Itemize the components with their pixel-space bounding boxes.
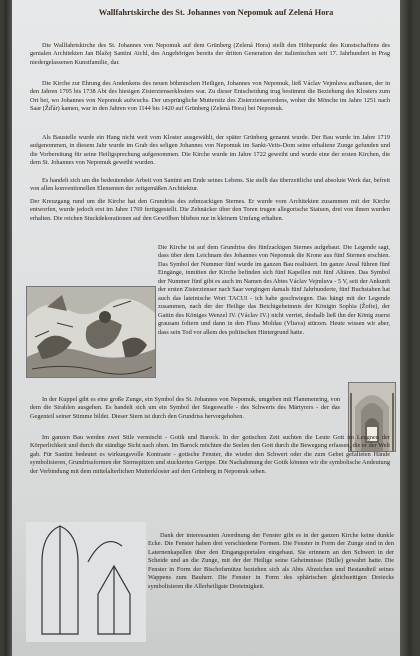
paragraph-styles: Im ganzen Bau werden zwei Stile vermischt - Gotik und Barock. In der gotischen Zeit suchten die Leute Gott im Leugnen der Körperlichkeit und durch die ständige Sicht nach oben. Im Barock möchten die Seelen den Gott durch die Bewegung erfassen, die er der Welt gab. Für Santini bedeutet es wirkungsvolle Kontraste - gotische Fenster, die wieder den Schwert oder die zum Gebet gefalteten Hände symbolisieren, Grundrissformen der Sternspitzen und stuckiertes Gerippe. Die Nachahmung der Gotik können wir die symbolische Andeutung der Verbindung mit dem mittelalterlichen Mutterkloster auf den Grünberg in Nepomuk sehen. [30,434,390,475]
paragraph-cloister: Der Kreuzgang rund um die Kirche hat den Grundriss des zehnzackigen Sternes. Er wurde vom Architekten zusammen mit der Kirche entworfen, wurde jedoch erst im Jahre 1769 fertiggestellt. Die Zehnäcker über den Toren trugen allegorische Statuen, drei von ihnen wurden erhalten. Die reichen Stuckdekorationen auf den Gewölben blieben nur in kleinem Umfang erhalten. [30,198,390,222]
paragraph-windows: Dank der interessanten Anordnung der Fenster gibt es in der ganzen Kirche keine dunkle Ecke. Die Fenster haben drei verschiedene Formen. Die Fenster in Form der Zunge sind in den Laternenkapellen über den Eingangsportalen eingebaut. Sie erinnern an den Schwert in der Scheide und an die Zunge, mit der der Heilige seine Geheimnisse (Stille) gewahrt hatte. Die Fenster in Form der Bischofsmütze beziehen sich als Abts Abzeichen und Bestandteil seines Wappens zum Bauherr. Die Fenster in Form des sphärischen gleichseitigen Dreiecks symbolisieren die Allerheiligste Dreieinigkeit. [148,532,394,590]
engraving-image [26,286,156,378]
paragraph-construction: Als Baustelle wurde ein Hang nicht weit vom Kloster ausgewählt, der später Grünberg genannt wurde. Der Bau wurde im Jahre 1719 aufgenommen, in diesem Jahr wurde im Grab des seligen Johannes von Nepomuk im Sankt-Veits-Dom seine erhaltene Zunge gefunden und die Vorbereitung für seine Heiligsprechung aufgenommen. Die Kirche wurde im Jahre 1722 geweiht und wurde eine der ersten Kirchen, die dem St. Johannes von Nepomuk geweiht wurden. [30,134,390,167]
paragraph-five-stars: Die Kirche ist auf dem Grundriss des fünfzackigen Sternes aufgebaut. Die Legende sagt, dass über dem Leichnam des Johannes von Nepomuk die Krone aus fünf Sternen erschien. Das Symbol der Nummer fünf wurde im ganzen Bau realisiert. Im ganze Areal führen fünf Eingänge, inmitten der Kirche befinden sich fünf Kapellen mit fünf Altären. Das Symbol der Nummer fünf gibt es auch im Namen des Abtes Václav Vejmluva - 5 V, seit der Ankunft der ersten Zisterzienser nach Saar vergingen damals fünf Jahrhunderte, fünf Buchstaben hat auch das lateinische Wort TACUI - ich habe geschwiegen. Das hängt mit der Legende zusammen, nach der der Heilige das Beichtgeheimnis der Königin Sophia (Žofie), der Gattin des Königes Wenzel IV. (Václav IV.) nicht verriet, deshalb ließ ihn der König zuerst grausam foltern und dann in den Fluss Moldau (Vltava) stürzen. Heute wissen wir aber, dass sein Tod vor allem des politischen Hintergrund hatte. [158,244,390,336]
paragraph-significance: Es handelt sich um die bedeutendste Arbeit von Santini am Ende seines Lebens. Sie stellt das überzeitliche und absolute Werk dar, befreit von allen konventionellen Elementen der zeitgemäßen Architektur. [30,177,390,193]
window-shapes-drawing [26,522,146,642]
page-title: Wallfahrtskirche des St. Johannes von Nepomuk auf Zelená Hora [98,8,334,17]
panel-frame-left [6,0,12,656]
paragraph-intro: Die Wallfahrtskirche des St. Johannes von Nepomuk auf dem Grünberg (Zelená Hora) stellt den Höhepunkt des Kunstschaffens des genialen Architekten Jan Blažej Santini Aichl, des Angehörigen bereits der dritten Generation der italienischen seit 17. Jahrhundert in Prag niedergelassenen Kunstfamilie, dar. [30,42,390,66]
paragraph-founding: Die Kirche zur Ehrung des Andenkens des neuen böhmischen Heiligen, Johannes von Nepomuk, ließ Václav Vejmluva aufbauen, der in den Jahren 1705 bis 1738 Abt des hiesigen Zisterzienserklosters war. Zu dieser Entscheidung trug bestimmt die Beziehung des Klosters zum Ort bei, wo Johannes von Nepomuk aufwuchs. Der ursprüngliche Muttersitz des Zisterzienserordens, woher die Mönche im Jahre 1251 nach Saar (Žďár) kamen, war in den Jahren von 1144 bis 1420 auf Grünberg (Zelená Hora) bei Nepomuk. [30,80,390,113]
paragraph-dome: In der Kuppel gibt es eine große Zunge, ein Symbol des St. Johannes von Nepomuk, umgeben mit Flammenring, von dem die Strahlen ausgehen. Es handelt sich um ein Symbol der Siegeswaffe - des Schwerts des Märtyrers - der das Gegenteil seiner Stimme bildet. Dieser Stern ist durch den Grundriss hervorgehoben. [30,396,340,420]
info-panel [6,0,410,656]
panel-frame-right [400,0,410,656]
